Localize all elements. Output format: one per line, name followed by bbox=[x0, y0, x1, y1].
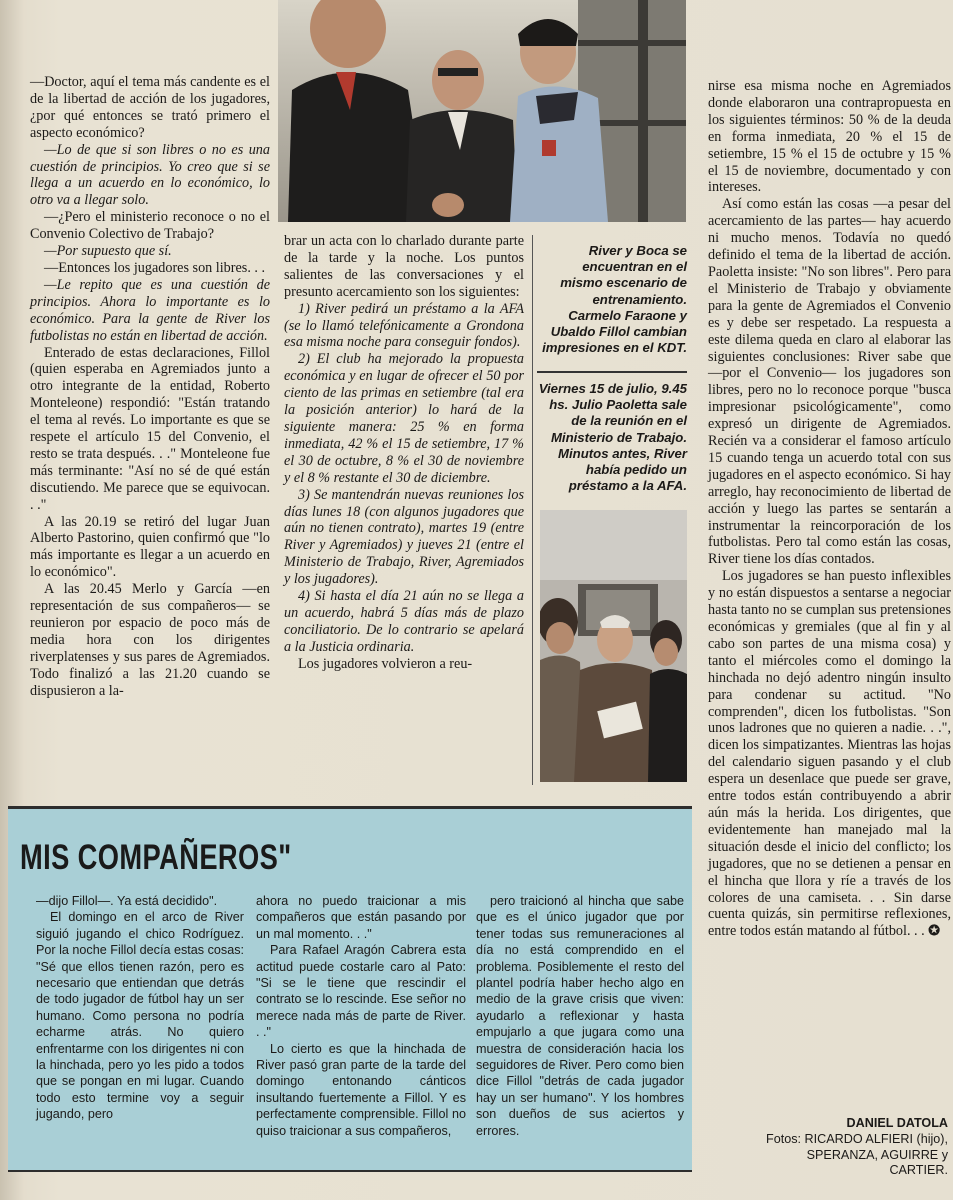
paragraph: brar un acta con lo charlado durante parte de la tarde y la noche. Los puntos salientes de las conversaciones y el presunto acercamiento son los siguientes: bbox=[284, 233, 524, 300]
photo-credits: Fotos: RICARDO ALFIERI (hijo), SPERANZA, AGUIRRE y CARTIER. bbox=[766, 1132, 948, 1177]
photo-faraone-fillol bbox=[278, 0, 686, 222]
paragraph: —Le repito que es una cuestión de principios. Ahora lo importante es lo económico. Para la gente de River los futbolistas no están en libertad de acción. bbox=[30, 276, 270, 344]
article-column-4 bbox=[708, 78, 951, 940]
paragraph: 2) El club ha mejorado la propuesta económica y en lugar de ofrecer el 50 por ciento de las primas en setiembre (tal era la posición anterior) lo hará de la siguiente manera: 25 % en forma inmediata, 42 % el 15 de setiembre, 17 % el 30 de octubre, 8 % el 30 de noviembre y el 8 % restante el 30 de diciembre. bbox=[284, 351, 524, 486]
paragraph: Los jugadores volvieron a reu- bbox=[298, 655, 473, 672]
paragraph: 1) River pedirá un préstamo a la AFA (se lo llamó telefónicamente a Grondona esa misma noche para conseguir fondos). bbox=[284, 300, 524, 351]
box-headline: MIS COMPAÑEROS" bbox=[20, 838, 292, 877]
author-name: DANIEL DATOLA bbox=[846, 1116, 948, 1130]
box-column-1 bbox=[36, 893, 244, 1123]
end-mark-icon: ✪ bbox=[924, 923, 941, 940]
photo-paoletta-image bbox=[540, 510, 687, 782]
paragraph: —Lo de que si son libres o no es una cuestión de principios. Yo creo que si se llega a un acuerdo en lo económico, lo otro va a llegar solo. bbox=[30, 141, 270, 209]
paragraph: —dijo Fillol—. Ya está decidido". bbox=[36, 894, 218, 908]
paragraph: Enterado de estas declaraciones, Fillol (quien esperaba en Agremiados junto a otro integrante de la entidad, Roberto Monteleone) respondió: "Están tratando el tema al revés. Lo importante es que se respete el artículo 15 del Convenio, el resto se trata después. . ." Monteleone fue más terminante: "Así no sé de qué están discutiendo. Me parece que se equivocan. . ." bbox=[30, 344, 270, 513]
paragraph: pero traicionó al hincha que sabe que es el único jugador que por tener todas sus remuneraciones al día no está comprendido en el problema. Posiblemente el resto del plantel podría haber hecho algo en medio de la grave crisis que viven: ayudarlo a reflexionar y hasta empujarlo a que jugara como una muestra de consideración hacia los seguidores de River. Pero como bien dice Fillol "detrás de cada jugador hay un ser humano". Y los hombres son dueños de sus aciertos y errores. bbox=[476, 894, 684, 1138]
caption-divider bbox=[537, 371, 687, 373]
article-column-2 bbox=[284, 233, 524, 673]
paragraph: —Por supuesto que sí. bbox=[44, 243, 172, 260]
box-column-3 bbox=[476, 893, 684, 1139]
paragraph: Para Rafael Aragón Cabrera esta actitud puede costarle caro al Pato: "Si se le tiene que rescindir el contrato se lo rescinde. Ese señor no merece nada más de parte de River. . ." bbox=[256, 943, 466, 1040]
paragraph: 3) Se mantendrán nuevas reuniones los días lunes 18 (con algunos jugadores que aún no tienen contrato), martes 19 (entre River y Agremiados) y jueves 21 (entre el Ministerio de Trabajo, River, Agremiados y los jugadores). bbox=[284, 486, 524, 588]
photo-caption-kdt: River y Boca se encuentran en el mismo escenario de entrenamiento. Carmelo Faraone y Ubaldo Fillol cambian impresiones en el KDT. bbox=[542, 243, 687, 356]
paragraph: ahora no puedo traicionar a mis compañeros que están pasando por un mal momento. . ." bbox=[256, 894, 466, 941]
paragraph: A las 20.45 Merlo y García —en representación de sus compañeros— se reunieron por espacio de poco más de media hora con los dirigentes riverplatenses y sus pares de Agremiados. Todo finalizó a las 21.20 cuando se dispusieron a la- bbox=[30, 581, 270, 699]
paragraph: Lo cierto es que la hinchada de River pasó gran parte de la tarde del domingo entonando cánticos insultando fuertemente a Fillol. Y es perfectamente comprensible. Fillol no quiso traicionar a sus compañeros, bbox=[256, 1041, 466, 1138]
paragraph: 4) Si hasta el día 21 aún no se llega a un acuerdo, habrá 5 días más de plazo conciliatorio. De lo contrario se apelará a la Justicia ordinaria. bbox=[284, 588, 524, 655]
paragraph: Los jugadores se han puesto inflexibles y no están dispuestos a sentarse a negociar hasta tanto no se cumplan sus pretensiones económicas y gremiales (que al fin y al cabo son partes de una misma cosa) y tanto el miércoles como el domingo la hinchada no dejó adentro ningún insulto para condenar su actitud. "No comprenden", dicen los futbolistas. "Son unos ladrones que no quieren a nadie. . .", dicen los simpatizantes. Mientras las hojas del calendario siguen pasando y el club espera un desenlace que puede ser grave, entre todos están contribuyendo a abrir aún más la herida. Los dirigentes, que evidentemente han manejado mal la situación desde el inicio del conflicto; los jugadores, que no se detienen a pensar en el hincha que llora y ríe a través de los colores de una camiseta. . . Sin darse cuenta quizás, sin permitirse reflexiones, entre todos están matando al fútbol. . . ✪ bbox=[708, 568, 951, 940]
photo-paoletta bbox=[540, 510, 687, 782]
paragraph: El domingo en el arco de River siguió jugando el chico Rodríguez. Por la noche Fillol decía estas cosas: "Sé que ellos tienen razón, pero es necesario que entiendan que detrás de todo jugador de fútbol hay un ser humano. Como persona no podría echarme atrás. No quiero enfrentarme con los dirigentes ni con la hinchada, pero yo les pido a todos que se pongan en mi lugar. Cuando todo esto termine voy a seguir jugando, pero bbox=[36, 910, 244, 1122]
paragraph: A las 20.19 se retiró del lugar Juan Alberto Pastorino, quien confirmó que "lo más importante es llegar a un acuerdo en lo económico". bbox=[30, 513, 270, 581]
article-column-1 bbox=[30, 74, 270, 700]
box-column-2 bbox=[256, 893, 466, 1139]
paragraph: —Doctor, aquí el tema más candente es el de la libertad de acción de los jugadores, ¿por qué entonces se trató primero el aspecto económico? bbox=[30, 74, 270, 141]
paragraph: —¿Pero el ministerio reconoce o no el Convenio Colectivo de Trabajo? bbox=[30, 209, 270, 243]
photo-faraone-fillol-image bbox=[278, 0, 686, 222]
paragraph: Así como están las cosas —a pesar del acercamiento de las partes— hay acuerdo ni mucho menos. Todavía no quedó definido el tema de la libertad de acción. Paoletta insiste: "No son libres". Pero para el Ministerio de Trabajo y obviamente para la gente de Agremiados el Convenio es y debe ser respetado. La respuesta a este dilema queda en claro al elaborar las siguientes conclusiones: River sabe que —por el Convenio— los jugadores son libres, pero no lo reconoce porque "busca impresionar psicológicamente", como expresó un dirigente de Agremiados. Recién va a considerar el famoso artículo 15 cuando tenga un acuerdo total con sus jugadores en el aspecto económico. Si hay arreglo, hay reconocimiento de libertad de acción y luego las partes se sentarán a instrumentar la reincorporación de los futbolistas. Pero tal como están las cosas, River tiene los días contados. bbox=[708, 196, 951, 568]
paragraph: nirse esa misma noche en Agremiados donde elaboraron una contrapropuesta en los siguientes términos: 50 % de la deuda en forma inmediata, 20 % el 15 de setiembre, 15 % el 15 de octubre y 15 % el 15 de noviembre, documentado y con intereses. bbox=[708, 78, 951, 196]
column-divider bbox=[532, 235, 533, 785]
paragraph: —Entonces los jugadores son libres. . . bbox=[44, 259, 266, 276]
photo-caption-ministerio: Viernes 15 de julio, 9.45 hs. Julio Paoletta sale de la reunión en el Ministerio de Trabajo. Minutos antes, River había pedido un préstamo a la AFA. bbox=[538, 381, 687, 494]
